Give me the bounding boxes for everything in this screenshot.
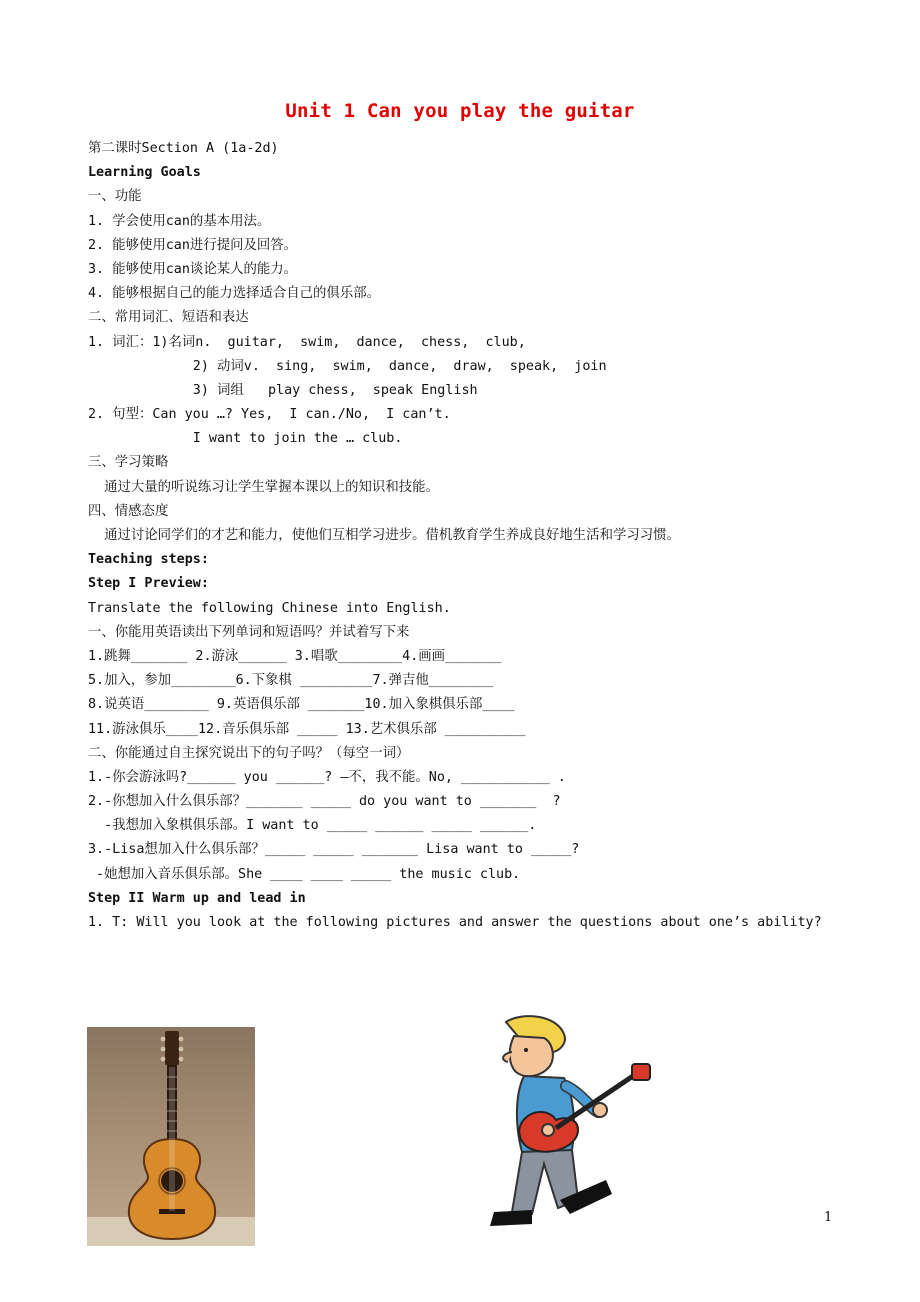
exercise-line: 5.加入，参加________6.下象棋 _________7.弹吉他________ <box>88 673 494 689</box>
text-line: 4. 能够根据自己的能力选择适合自己的俱乐部。 <box>88 286 380 302</box>
text-line: I want to join the … club. <box>88 431 403 447</box>
text-line: Translate the following Chinese into English. <box>88 600 451 616</box>
text-line: 3) 词组 play chess, speak English <box>88 382 478 398</box>
exercise-line: 8.说英语________ 9.英语俱乐部 _______10.加入象棋俱乐部____ <box>88 697 515 713</box>
exercise-line: -我想加入象棋俱乐部。I want to _____ ______ _____ ______. <box>88 818 537 834</box>
section-heading: Learning Goals <box>88 165 201 181</box>
text-line: 一、你能用英语读出下列单词和短语吗？并试着写下来 <box>88 624 410 640</box>
exercise-line: 3.-Lisa想加入什么俱乐部？_____ _____ _______ Lisa want to _____? <box>88 842 580 858</box>
text-line: 1. 词汇：1)名词n. guitar, swim, dance, chess, club, <box>88 334 526 350</box>
section-heading: Teaching steps: <box>88 552 209 568</box>
text-line: 四、情感态度 <box>88 503 169 519</box>
exercise-line: 1.-你会游泳吗?______ you ______? –不，我不能。No, ___________ . <box>88 769 566 785</box>
text-line: 2. 句型：Can you …? Yes, I can./No, I can’t. <box>88 407 451 423</box>
text-line: 第二课时Section A (1a-2d) <box>88 141 279 156</box>
text-line: 二、你能通过自主探究说出下的句子吗？（每空一词） <box>88 745 410 761</box>
text-line: 二、常用词汇、短语和表达 <box>88 310 249 326</box>
guitar-photo <box>87 1027 255 1246</box>
exercise-line: 1.跳舞_______ 2.游泳______ 3.唱歌________4.画画_______ <box>88 648 502 664</box>
exercise-line: -她想加入音乐俱乐部。She ____ ____ _____ the music club. <box>88 866 521 882</box>
text-line: 2. 能够使用can进行提问及回答。 <box>88 237 298 253</box>
exercise-line: 11.游泳俱乐____12.音乐俱乐部 _____ 13.艺术俱乐部 __________ <box>88 721 526 737</box>
text-line: 三、学习策略 <box>88 455 169 471</box>
document-body <box>88 137 888 935</box>
text-line: 通过大量的听说练习让学生掌握本课以上的知识和技能。 <box>88 479 439 495</box>
guitar-player-drawing <box>486 1012 658 1232</box>
guitar-photo-drawing <box>87 1027 255 1246</box>
exercise-line: 2.-你想加入什么俱乐部？_______ _____ do you want to _______ ? <box>88 794 561 810</box>
section-heading: Step I Preview: <box>88 576 209 592</box>
text-line: 3. 能够使用can谈论某人的能力。 <box>88 261 298 277</box>
text-line: 1. T: Will you look at the following pictures and answer the questions about one’s ability? <box>88 915 822 930</box>
text-line: 1. 学会使用can的基本用法。 <box>88 213 271 229</box>
page-title: Unit 1 Can you play the guitar <box>285 100 635 122</box>
page-number: 1 <box>824 1210 833 1225</box>
text-line: 2) 动词v. sing, swim, dance, draw, speak, join <box>88 358 607 374</box>
text-line: 通过讨论同学们的才艺和能力，使他们互相学习进步。借机教育学生养成良好地生活和学习习惯。 <box>88 528 680 543</box>
section-heading: Step II Warm up and lead in <box>88 890 306 906</box>
guitar-player-cartoon <box>486 1012 658 1232</box>
text-line: 一、功能 <box>88 189 142 205</box>
